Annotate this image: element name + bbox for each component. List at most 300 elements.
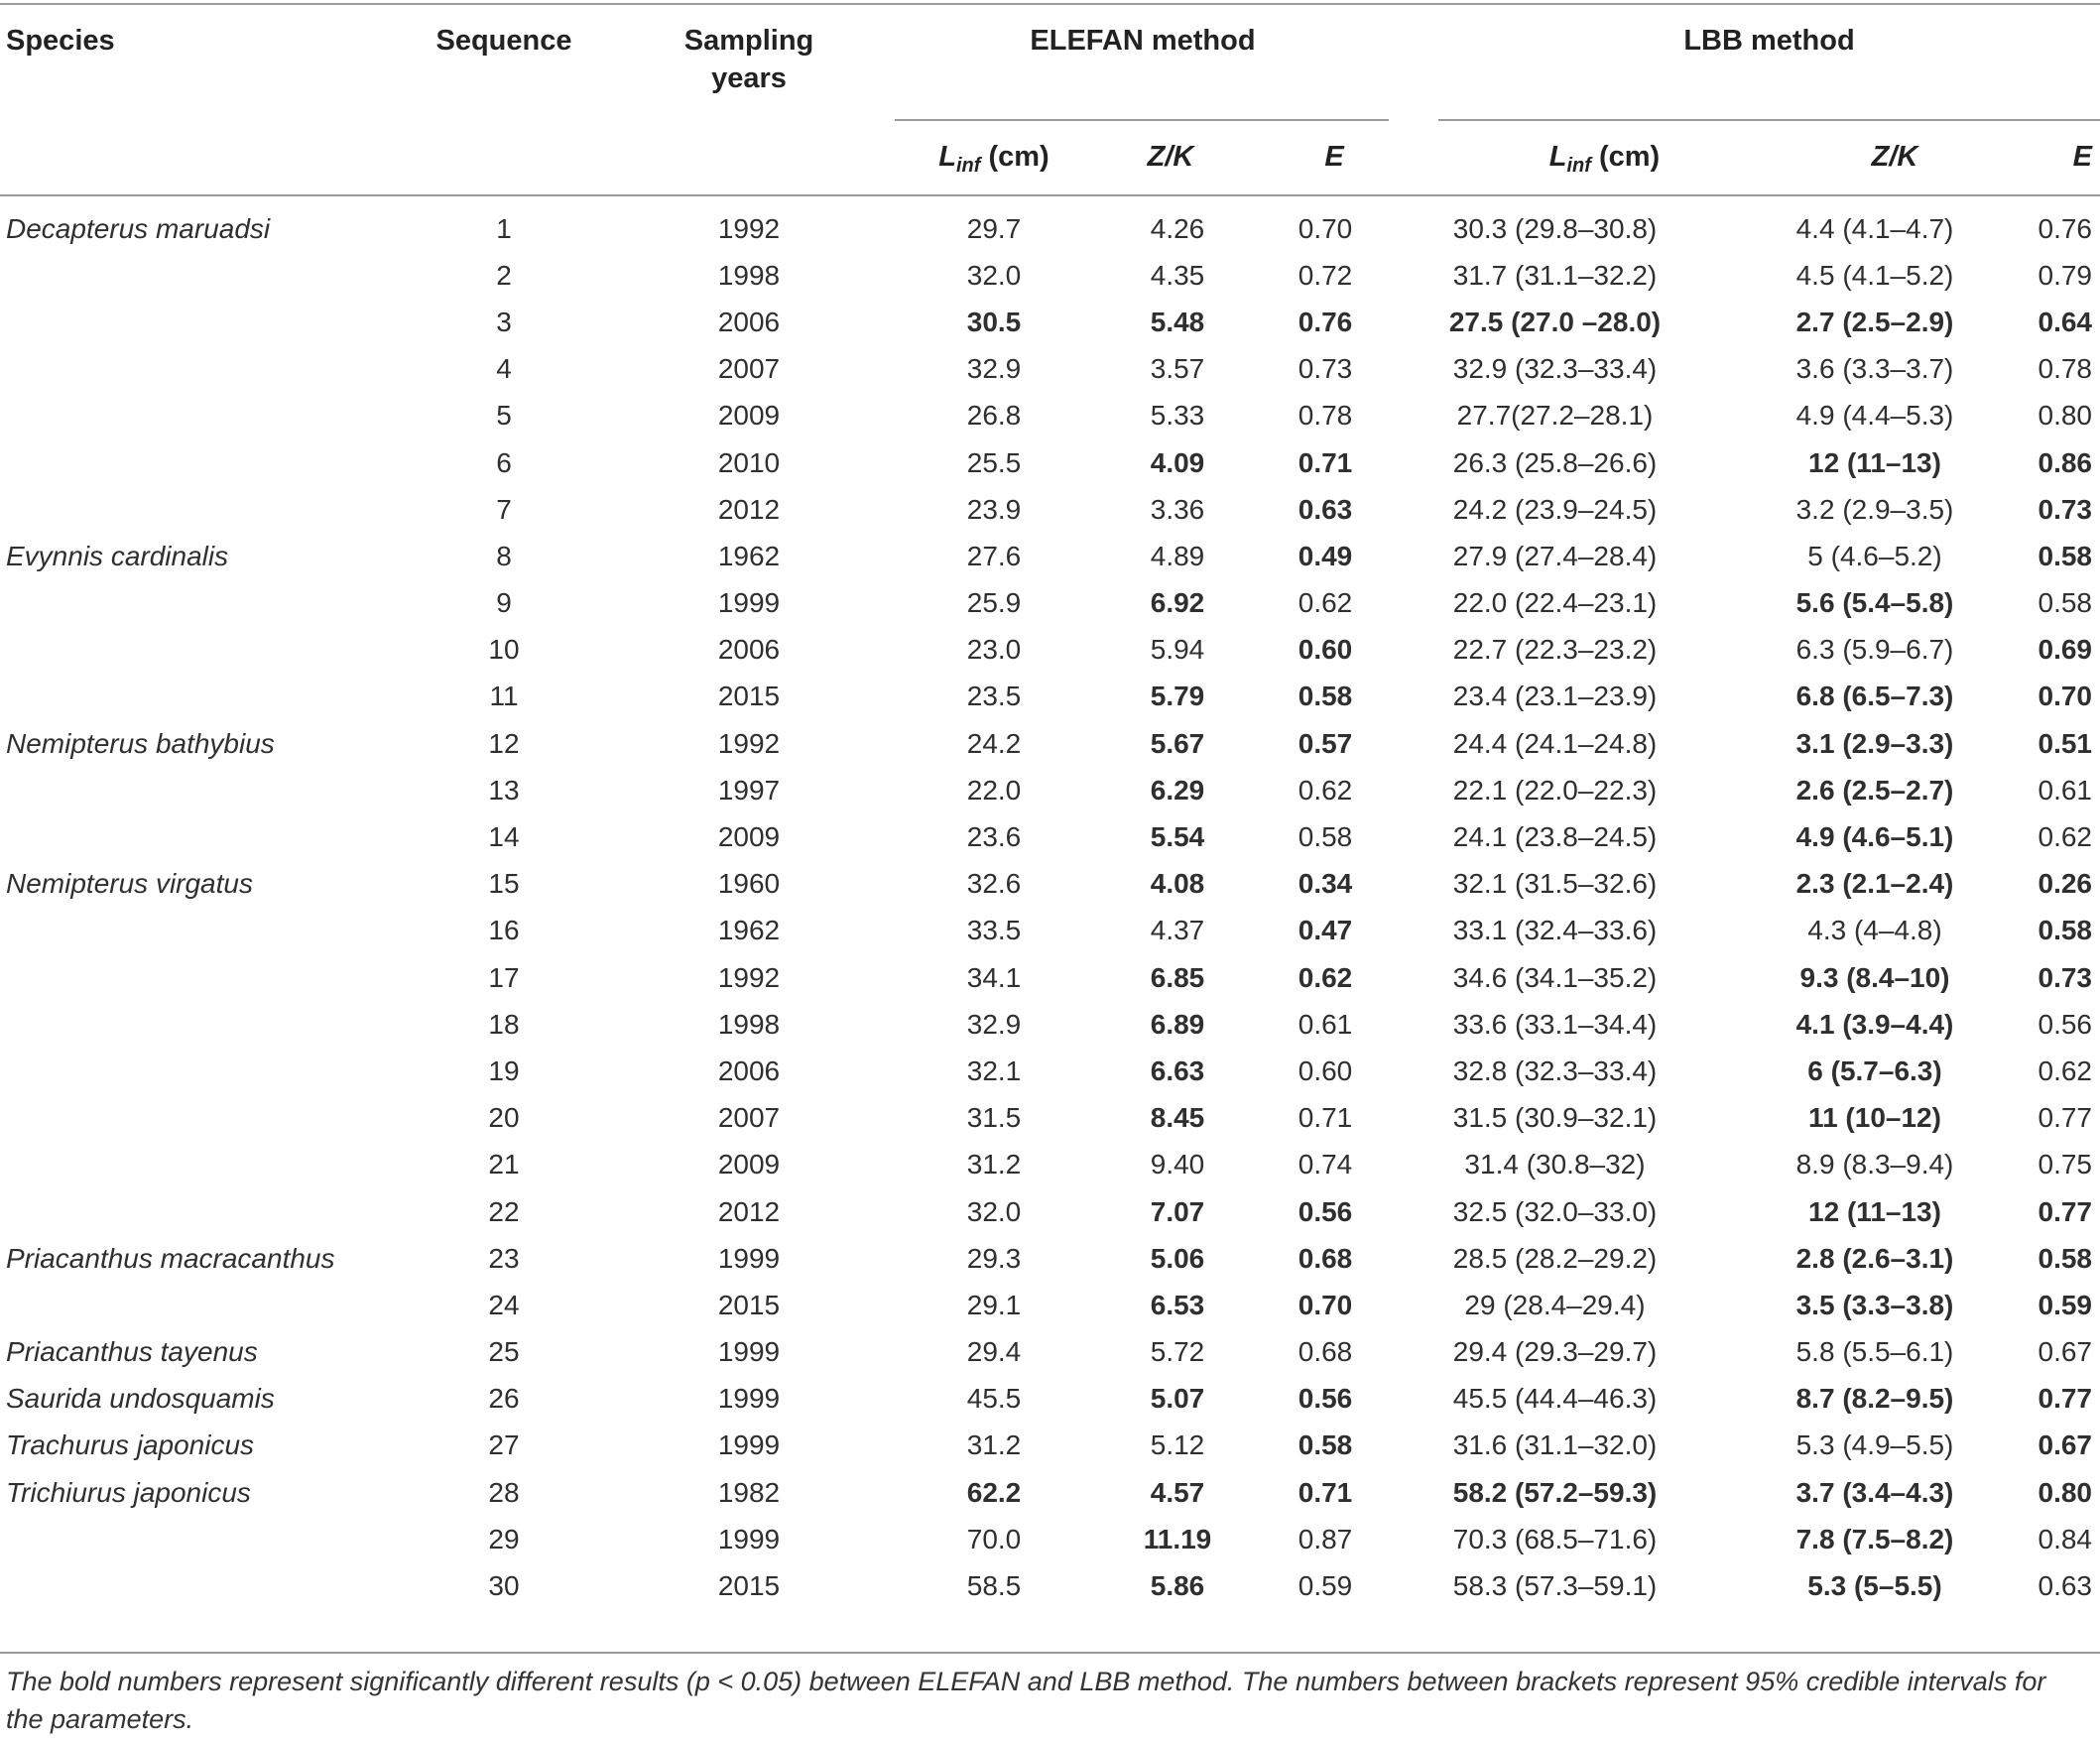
cell-sequence: 5	[496, 400, 512, 432]
cell-species	[0, 580, 405, 627]
cell-elefan-linf: 32.0	[966, 259, 1022, 291]
cell-lbb-linf: 27.5 (27.0 –28.0)	[1448, 306, 1662, 337]
cell-elefan-linf: 26.8	[966, 400, 1022, 432]
cell-elefan-linf: 31.2	[966, 1429, 1022, 1461]
table-row	[0, 1048, 2092, 1094]
table-row	[0, 252, 2092, 299]
cell-elefan-e: 0.58	[1297, 1429, 1353, 1461]
cell-lbb-zk: 12 (11–13)	[1808, 1195, 1941, 1227]
header-sampling-years-line1: Sampling	[683, 25, 814, 57]
cell-lbb-zk: 3.1 (2.9–3.3)	[1795, 727, 1954, 759]
subheader-elefan-e	[1270, 141, 1399, 174]
cell-lbb-zk: 7.8 (7.5–8.2)	[1795, 1523, 1954, 1554]
cell-elefan-e: 0.56	[1297, 1383, 1353, 1415]
cell-sampling-year: 2007	[717, 353, 781, 385]
cell-elefan-zk: 5.72	[1150, 1336, 1205, 1368]
table-row	[0, 1423, 2092, 1469]
cell-lbb-zk: 8.9 (8.3–9.4)	[1795, 1149, 1954, 1180]
cell-lbb-zk: 2.8 (2.6–3.1)	[1795, 1242, 1954, 1274]
table-row	[0, 393, 2092, 439]
cell-lbb-linf: 32.8 (32.3–33.4)	[1452, 1055, 1658, 1086]
cell-lbb-linf: 31.5 (30.9–32.1)	[1452, 1102, 1658, 1134]
cell-lbb-linf: 31.6 (31.1–32.0)	[1452, 1429, 1658, 1461]
cell-lbb-linf: 23.4 (23.1–23.9)	[1452, 681, 1658, 712]
cell-species	[0, 1095, 405, 1142]
cell-lbb-zk: 12 (11–13)	[1808, 446, 1941, 478]
cell-lbb-linf: 26.3 (25.8–26.6)	[1452, 446, 1658, 478]
cell-elefan-e: 0.49	[1297, 540, 1353, 571]
cell-sequence: 18	[488, 1008, 520, 1040]
table-row	[0, 1095, 2092, 1142]
cell-species	[0, 767, 405, 813]
cell-elefan-linf: 32.9	[966, 1008, 1022, 1040]
bottom-rule	[0, 1652, 2100, 1654]
cell-sampling-year: 2015	[717, 681, 781, 712]
cell-species: Priacanthus macracanthus	[6, 1242, 335, 1274]
cell-elefan-zk: 7.07	[1150, 1195, 1205, 1227]
cell-elefan-zk: 5.48	[1150, 306, 1205, 337]
cell-sampling-year: 1999	[717, 587, 781, 619]
cell-lbb-zk: 3.2 (2.9–3.5)	[1795, 493, 1954, 525]
zk-label: Z/K	[1147, 141, 1194, 173]
cell-sampling-year: 1999	[717, 1336, 781, 1368]
cell-elefan-linf: 29.1	[966, 1289, 1022, 1320]
cell-elefan-e: 0.70	[1297, 1289, 1353, 1320]
cell-lbb-e: 0.75	[2038, 1149, 2092, 1180]
cell-elefan-zk: 5.54	[1150, 821, 1205, 853]
cell-elefan-zk: 6.92	[1150, 587, 1205, 619]
table-row	[0, 908, 2092, 954]
cell-species: Priacanthus tayenus	[6, 1336, 258, 1368]
cell-sequence: 1	[496, 212, 512, 244]
cell-species	[0, 1516, 405, 1562]
cell-species	[0, 1048, 405, 1094]
cell-elefan-e: 0.58	[1297, 821, 1353, 853]
cell-species	[0, 954, 405, 1001]
cell-sequence: 3	[496, 306, 512, 337]
table-row	[0, 627, 2092, 674]
cell-species	[0, 486, 405, 533]
cell-elefan-e: 0.73	[1297, 353, 1353, 385]
cell-species: Nemipterus virgatus	[6, 868, 253, 900]
cell-lbb-zk: 4.9 (4.4–5.3)	[1795, 400, 1954, 432]
cell-sequence: 14	[488, 821, 520, 853]
cell-lbb-zk: 6.8 (6.5–7.3)	[1795, 681, 1954, 712]
cell-elefan-zk: 5.79	[1150, 681, 1205, 712]
cell-sequence: 24	[488, 1289, 520, 1320]
cell-lbb-e: 0.86	[2038, 446, 2092, 478]
table-row	[0, 813, 2092, 860]
cell-lbb-linf: 27.7(27.2–28.1)	[1456, 400, 1654, 432]
elefan-group-rule	[895, 119, 1389, 121]
cell-sequence: 8	[496, 540, 512, 571]
cell-lbb-linf: 24.1 (23.8–24.5)	[1452, 821, 1658, 853]
cell-lbb-linf: 24.2 (23.9–24.5)	[1452, 493, 1658, 525]
subheader-elefan-linf: $L_{inf}$ (cm)	[938, 141, 1050, 177]
cell-lbb-linf: 34.6 (34.1–35.2)	[1452, 961, 1658, 993]
cell-lbb-linf: 22.1 (22.0–22.3)	[1452, 774, 1658, 806]
cell-elefan-e: 0.87	[1297, 1523, 1353, 1554]
cell-elefan-zk: 5.07	[1150, 1383, 1205, 1415]
lbb-group-rule	[1438, 119, 2100, 121]
cell-sequence: 29	[488, 1523, 520, 1554]
cell-elefan-zk: 6.53	[1150, 1289, 1205, 1320]
cell-sampling-year: 2006	[717, 306, 781, 337]
cell-lbb-zk: 6 (5.7–6.3)	[1807, 1055, 1942, 1086]
cell-elefan-linf: 23.0	[966, 634, 1022, 666]
table-row	[0, 720, 2092, 767]
table-row	[0, 954, 2092, 1001]
cell-sampling-year: 2012	[717, 1195, 781, 1227]
cell-lbb-linf: 33.1 (32.4–33.6)	[1452, 915, 1658, 946]
cell-elefan-linf: 23.6	[966, 821, 1022, 853]
cell-sequence: 10	[488, 634, 520, 666]
cell-elefan-e: 0.57	[1297, 727, 1353, 759]
cell-sampling-year: 2015	[717, 1289, 781, 1320]
cell-elefan-e: 0.68	[1297, 1242, 1353, 1274]
e-label: E	[1324, 141, 1344, 173]
cell-elefan-e: 0.47	[1297, 915, 1353, 946]
linf-unit: (cm)	[1598, 141, 1661, 173]
header-sampling-years-line2: years	[711, 62, 787, 94]
cell-lbb-e: 0.58	[2038, 915, 2092, 946]
table-row	[0, 1376, 2092, 1423]
cell-elefan-linf: 32.0	[966, 1195, 1022, 1227]
cell-lbb-zk: 4.5 (4.1–5.2)	[1795, 259, 1954, 291]
cell-sequence: 27	[488, 1429, 520, 1461]
cell-sequence: 4	[496, 353, 512, 385]
cell-elefan-zk: 4.35	[1150, 259, 1205, 291]
cell-elefan-linf: 29.7	[966, 212, 1022, 244]
cell-species	[0, 908, 405, 954]
cell-elefan-zk: 4.09	[1150, 446, 1205, 478]
cell-elefan-linf: 23.5	[966, 681, 1022, 712]
cell-elefan-e: 0.58	[1297, 681, 1353, 712]
cell-sequence: 30	[488, 1570, 520, 1602]
cell-elefan-zk: 6.85	[1150, 961, 1205, 993]
cell-sequence: 20	[488, 1102, 520, 1134]
cell-species	[0, 346, 405, 393]
cell-lbb-linf: 30.3 (29.8–30.8)	[1452, 212, 1658, 244]
cell-species: Nemipterus bathybius	[6, 727, 275, 759]
table-row	[0, 767, 2092, 813]
cell-sampling-year: 1999	[717, 1242, 781, 1274]
cell-lbb-e: 0.73	[2038, 961, 2092, 993]
cell-lbb-linf: 58.3 (57.3–59.1)	[1452, 1570, 1658, 1602]
cell-elefan-linf: 45.5	[966, 1383, 1022, 1415]
subheader-lbb-e	[2004, 141, 2092, 174]
cell-sequence: 19	[488, 1055, 520, 1086]
cell-elefan-e: 0.63	[1297, 493, 1353, 525]
cell-lbb-linf: 33.6 (33.1–34.4)	[1452, 1008, 1658, 1040]
cell-elefan-linf: 32.9	[966, 353, 1022, 385]
cell-lbb-zk: 3.7 (3.4–4.3)	[1795, 1476, 1954, 1508]
table-row	[0, 1282, 2092, 1328]
table-row	[0, 1516, 2092, 1562]
table-footnote: The bold numbers represent significantly different results (p < 0.05) between ELEFAN and LBB method. The numbers between brackets represent 95% credible intervals for the parameters.	[6, 1667, 2046, 1734]
cell-elefan-zk: 3.36	[1150, 493, 1205, 525]
cell-elefan-linf: 33.5	[966, 915, 1022, 946]
header-sequence: Sequence	[435, 25, 572, 57]
cell-lbb-linf: 29 (28.4–29.4)	[1464, 1289, 1646, 1320]
cell-elefan-e: 0.71	[1297, 1102, 1353, 1134]
cell-elefan-linf: 23.9	[966, 493, 1022, 525]
cell-lbb-e: 0.59	[2038, 1289, 2092, 1320]
cell-lbb-linf: 58.2 (57.2–59.3)	[1452, 1476, 1658, 1508]
cell-sequence: 17	[488, 961, 520, 993]
cell-lbb-linf: 45.5 (44.4–46.3)	[1452, 1383, 1658, 1415]
cell-lbb-zk: 5.3 (5–5.5)	[1807, 1570, 1942, 1602]
cell-elefan-linf: 34.1	[966, 961, 1022, 993]
cell-sampling-year: 1998	[717, 259, 781, 291]
cell-species	[0, 252, 405, 299]
cell-lbb-zk: 4.4 (4.1–4.7)	[1795, 212, 1954, 244]
cell-elefan-e: 0.71	[1297, 1476, 1353, 1508]
cell-sampling-year: 2015	[717, 1570, 781, 1602]
cell-species	[0, 1142, 405, 1188]
cell-lbb-linf: 70.3 (68.5–71.6)	[1452, 1523, 1658, 1554]
cell-elefan-zk: 9.40	[1150, 1149, 1205, 1180]
cell-species	[0, 393, 405, 439]
cell-elefan-zk: 4.57	[1150, 1476, 1205, 1508]
cell-lbb-linf: 32.9 (32.3–33.4)	[1452, 353, 1658, 385]
cell-elefan-e: 0.68	[1297, 1336, 1353, 1368]
subheader-lbb-linf: $L_{inf}$ (cm)	[1548, 141, 1661, 177]
cell-lbb-zk: 5 (4.6–5.2)	[1807, 540, 1942, 571]
table-row	[0, 1469, 2092, 1516]
cell-elefan-e: 0.72	[1297, 259, 1353, 291]
cell-lbb-e: 0.69	[2038, 634, 2092, 666]
cell-lbb-zk: 2.7 (2.5–2.9)	[1795, 306, 1954, 337]
cell-lbb-zk: 9.3 (8.4–10)	[1799, 961, 1950, 993]
cell-lbb-e: 0.76	[2038, 212, 2092, 244]
cell-lbb-e: 0.64	[2038, 306, 2092, 337]
cell-elefan-linf: 27.6	[966, 540, 1022, 571]
header-rule	[0, 194, 2100, 196]
cell-lbb-e: 0.79	[2038, 259, 2092, 291]
cell-elefan-e: 0.56	[1297, 1195, 1353, 1227]
cell-elefan-linf: 29.3	[966, 1242, 1022, 1274]
cell-sampling-year: 1992	[717, 727, 781, 759]
cell-lbb-e: 0.80	[2038, 1476, 2092, 1508]
cell-lbb-e: 0.62	[2038, 821, 2092, 853]
cell-elefan-zk: 3.57	[1150, 353, 1205, 385]
linf-subscript: inf	[1566, 155, 1591, 177]
header-sampling-years	[640, 22, 858, 97]
cell-sequence: 28	[488, 1476, 520, 1508]
table-row	[0, 674, 2092, 720]
cell-lbb-zk: 4.3 (4–4.8)	[1807, 915, 1942, 946]
cell-lbb-e: 0.61	[2038, 774, 2092, 806]
cell-elefan-zk: 5.94	[1150, 634, 1205, 666]
cell-sampling-year: 1999	[717, 1429, 781, 1461]
cell-elefan-linf: 29.4	[966, 1336, 1022, 1368]
cell-lbb-zk: 6.3 (5.9–6.7)	[1795, 634, 1954, 666]
cell-sampling-year: 1997	[717, 774, 781, 806]
cell-elefan-linf: 62.2	[966, 1476, 1022, 1508]
cell-lbb-linf: 28.5 (28.2–29.2)	[1452, 1242, 1658, 1274]
cell-elefan-e: 0.34	[1297, 868, 1353, 900]
e-label: E	[2072, 141, 2092, 173]
cell-elefan-zk: 5.06	[1150, 1242, 1205, 1274]
cell-elefan-e: 0.76	[1297, 306, 1353, 337]
table-row	[0, 861, 2092, 908]
header-species: Species	[6, 25, 115, 57]
cell-sampling-year: 1962	[717, 915, 781, 946]
cell-elefan-e: 0.78	[1297, 400, 1353, 432]
cell-lbb-zk: 4.1 (3.9–4.4)	[1795, 1008, 1954, 1040]
cell-sampling-year: 2012	[717, 493, 781, 525]
cell-elefan-linf: 31.5	[966, 1102, 1022, 1134]
cell-lbb-e: 0.80	[2038, 400, 2092, 432]
table-row	[0, 205, 2092, 252]
cell-lbb-linf: 31.4 (30.8–32)	[1464, 1149, 1646, 1180]
cell-lbb-e: 0.67	[2038, 1429, 2092, 1461]
cell-elefan-linf: 58.5	[966, 1570, 1022, 1602]
cell-lbb-e: 0.56	[2038, 1008, 2092, 1040]
cell-sampling-year: 1998	[717, 1008, 781, 1040]
zk-label: Z/K	[1871, 141, 1918, 173]
table-row	[0, 346, 2092, 393]
cell-sequence: 11	[489, 681, 519, 712]
cell-elefan-zk: 4.37	[1150, 915, 1205, 946]
table-row	[0, 1001, 2092, 1048]
cell-species	[0, 627, 405, 674]
cell-lbb-linf: 31.7 (31.1–32.2)	[1452, 259, 1658, 291]
cell-lbb-zk: 3.6 (3.3–3.7)	[1795, 353, 1954, 385]
linf-unit: (cm)	[988, 141, 1050, 173]
cell-sampling-year: 2007	[717, 1102, 781, 1134]
cell-species	[0, 813, 405, 860]
cell-lbb-e: 0.58	[2038, 540, 2092, 571]
table-row	[0, 1142, 2092, 1188]
table-row	[0, 1188, 2092, 1235]
cell-lbb-linf: 22.0 (22.4–23.1)	[1452, 587, 1658, 619]
cell-lbb-e: 0.62	[2038, 1055, 2092, 1086]
cell-elefan-e: 0.71	[1297, 446, 1353, 478]
data-table	[0, 205, 2092, 1610]
cell-lbb-linf: 22.7 (22.3–23.2)	[1452, 634, 1658, 666]
cell-species: Saurida undosquamis	[6, 1383, 275, 1415]
linf-subscript: inf	[955, 155, 981, 177]
cell-lbb-zk: 11 (10–12)	[1808, 1102, 1941, 1134]
cell-sampling-year: 2006	[717, 634, 781, 666]
cell-lbb-e: 0.84	[2038, 1523, 2092, 1554]
cell-sequence: 2	[496, 259, 512, 291]
table-row	[0, 486, 2092, 533]
cell-species: Trachurus japonicus	[6, 1429, 255, 1461]
table-row	[0, 1329, 2092, 1376]
cell-lbb-e: 0.73	[2038, 493, 2092, 525]
cell-elefan-zk: 5.12	[1150, 1429, 1205, 1461]
cell-elefan-linf: 22.0	[966, 774, 1022, 806]
cell-lbb-linf: 24.4 (24.1–24.8)	[1452, 727, 1658, 759]
cell-sequence: 25	[488, 1336, 520, 1368]
cell-elefan-zk: 5.33	[1150, 400, 1205, 432]
cell-sampling-year: 1999	[717, 1383, 781, 1415]
cell-sampling-year: 1992	[717, 961, 781, 993]
cell-sequence: 15	[488, 868, 520, 900]
header-lbb-method: LBB method	[1683, 25, 1855, 57]
cell-sampling-year: 1962	[717, 540, 781, 571]
subheader-elefan-zk	[1101, 141, 1240, 174]
top-rule	[0, 3, 2100, 5]
cell-sampling-year: 1982	[717, 1476, 781, 1508]
cell-sequence: 26	[488, 1383, 520, 1415]
cell-elefan-linf: 31.2	[966, 1149, 1022, 1180]
cell-elefan-e: 0.70	[1297, 212, 1353, 244]
cell-elefan-zk: 8.45	[1150, 1102, 1205, 1134]
cell-sampling-year: 2006	[717, 1055, 781, 1086]
table-row	[0, 1562, 2092, 1609]
cell-species: Decapterus maruadsi	[6, 212, 271, 244]
cell-lbb-zk: 2.6 (2.5–2.7)	[1795, 774, 1954, 806]
cell-species	[0, 299, 405, 345]
cell-elefan-e: 0.62	[1297, 961, 1353, 993]
cell-elefan-e: 0.62	[1297, 774, 1353, 806]
cell-elefan-linf: 32.1	[966, 1055, 1022, 1086]
cell-sequence: 16	[488, 915, 520, 946]
cell-elefan-e: 0.74	[1297, 1149, 1353, 1180]
cell-elefan-zk: 6.89	[1150, 1008, 1205, 1040]
cell-sequence: 6	[496, 446, 512, 478]
cell-sampling-year: 1992	[717, 212, 781, 244]
cell-species	[0, 1188, 405, 1235]
table-row	[0, 1235, 2092, 1282]
cell-lbb-linf: 29.4 (29.3–29.7)	[1452, 1336, 1658, 1368]
cell-lbb-linf: 27.9 (27.4–28.4)	[1452, 540, 1658, 571]
cell-lbb-e: 0.58	[2038, 587, 2092, 619]
cell-lbb-zk: 2.3 (2.1–2.4)	[1795, 868, 1954, 900]
cell-lbb-e: 0.77	[2038, 1195, 2092, 1227]
cell-lbb-e: 0.67	[2038, 1336, 2092, 1368]
cell-sampling-year: 2009	[717, 400, 781, 432]
cell-lbb-zk: 5.6 (5.4–5.8)	[1795, 587, 1954, 619]
cell-sequence: 23	[488, 1242, 520, 1274]
cell-elefan-linf: 32.6	[966, 868, 1022, 900]
cell-elefan-zk: 5.86	[1150, 1570, 1205, 1602]
cell-elefan-zk: 5.67	[1150, 727, 1205, 759]
cell-elefan-linf: 30.5	[966, 306, 1022, 337]
cell-species	[0, 439, 405, 486]
cell-sampling-year: 2009	[717, 1149, 781, 1180]
cell-lbb-zk: 4.9 (4.6–5.1)	[1795, 821, 1954, 853]
cell-species	[0, 1282, 405, 1328]
cell-species	[0, 1562, 405, 1609]
cell-elefan-linf: 25.9	[966, 587, 1022, 619]
cell-species: Trichiurus japonicus	[6, 1476, 251, 1508]
cell-lbb-linf: 32.5 (32.0–33.0)	[1452, 1195, 1658, 1227]
cell-lbb-zk: 5.8 (5.5–6.1)	[1795, 1336, 1954, 1368]
cell-sequence: 12	[488, 727, 520, 759]
cell-lbb-zk: 8.7 (8.2–9.5)	[1795, 1383, 1954, 1415]
cell-elefan-e: 0.60	[1297, 634, 1353, 666]
cell-elefan-zk: 6.63	[1150, 1055, 1205, 1086]
cell-sampling-year: 2009	[717, 821, 781, 853]
table-row	[0, 580, 2092, 627]
cell-sequence: 7	[496, 493, 512, 525]
cell-elefan-linf: 70.0	[966, 1523, 1022, 1554]
cell-species	[0, 674, 405, 720]
cell-elefan-e: 0.61	[1297, 1008, 1353, 1040]
cell-lbb-e: 0.58	[2038, 1242, 2092, 1274]
cell-elefan-e: 0.59	[1297, 1570, 1353, 1602]
table-row	[0, 533, 2092, 579]
cell-elefan-zk: 11.19	[1143, 1523, 1212, 1554]
cell-sampling-year: 1999	[717, 1523, 781, 1554]
table-row	[0, 299, 2092, 345]
cell-elefan-zk: 4.08	[1150, 868, 1205, 900]
